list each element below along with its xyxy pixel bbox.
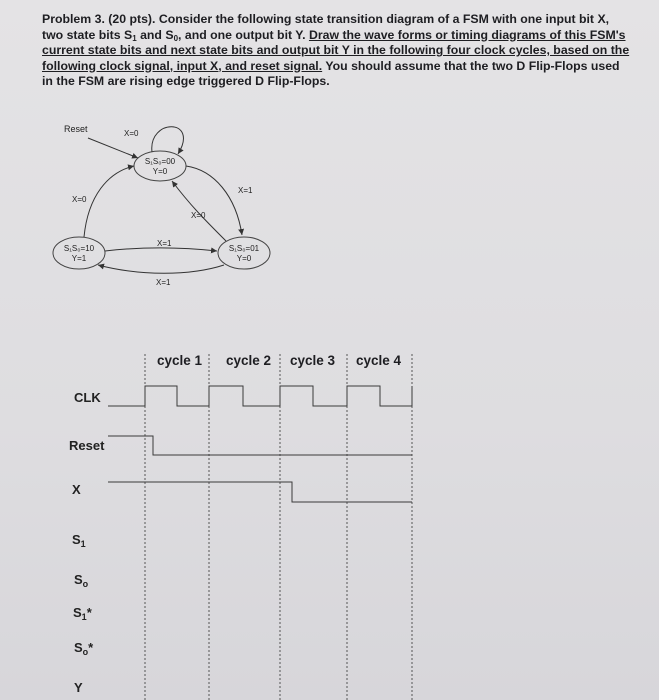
- right-arc-label: X=1: [238, 186, 253, 195]
- clk-label: CLK: [74, 390, 101, 405]
- cycle-1-label: cycle 1: [157, 353, 203, 368]
- cycle-3-label: cycle 3: [290, 353, 336, 368]
- state-reset-label: Reset: [64, 124, 88, 134]
- x-waveform: [108, 482, 412, 502]
- state-10-output: Y=1: [71, 254, 87, 263]
- state-00-circle: [134, 151, 186, 181]
- s1-next-label: $S_1*$: [73, 605, 92, 622]
- state-00-name: S₁S₀=00: [144, 157, 176, 166]
- problem-text-4: You should assume that the two D Flip-Flops used in the FSM are rising edge triggered D Flip-Flops.: [42, 58, 620, 88]
- reset-waveform: [108, 436, 412, 455]
- y-label: Y: [74, 680, 83, 695]
- top-between-label: X=1: [157, 239, 172, 248]
- state-01-name: S₁S₀=01: [228, 244, 260, 253]
- problem-text-1: Consider the following state transition diagram of a FSM with one input bit X, two state bits S: [42, 12, 610, 42]
- reset-arrow: [88, 138, 138, 158]
- left-arc-arrow: [84, 166, 134, 237]
- state-00-output: Y=0: [152, 167, 168, 176]
- self-loop-label: X=0: [124, 129, 139, 138]
- s0-next-label: $S_o*$: [74, 640, 94, 657]
- cycle-2-label: cycle 2: [226, 353, 272, 368]
- left-arc-label: X=0: [72, 195, 87, 204]
- right-arc-arrow: [186, 166, 242, 235]
- x-label: X: [72, 482, 81, 497]
- bottom-between-label: X=1: [156, 278, 171, 287]
- state-10-name: S₁S₀=10: [63, 244, 95, 253]
- self-loop-arrow: [152, 127, 184, 154]
- reset-label: Reset: [69, 438, 105, 453]
- problem-heading: Problem 3. (20 pts).: [42, 12, 156, 26]
- bottom-between-arrow: [98, 265, 224, 273]
- s1-subscript: 1: [132, 33, 137, 43]
- problem-text-3: , and one output bit Y.: [178, 27, 309, 42]
- clk-waveform: [108, 386, 412, 406]
- s1-label: $S_1$: [72, 532, 86, 549]
- state-10-circle: [53, 237, 105, 269]
- inner-arc-label: X=0: [191, 211, 206, 220]
- s0-label: $S_o$: [74, 572, 89, 589]
- problem-text-2: and S: [136, 27, 174, 42]
- top-between-arrow: [105, 248, 217, 251]
- s0-subscript: 0: [173, 33, 179, 43]
- state-diagram: [53, 127, 270, 287]
- state-01-output: Y=0: [236, 254, 252, 263]
- cycle-4-label: cycle 4: [356, 353, 402, 368]
- state-01-circle: [218, 237, 270, 269]
- problem-instructions-underlined: Draw the wave forms or timing diagrams of this FSM's current state bits and next state bits and output bit Y in the following four clock cycles, based on the following clock signal, input X, and reset signal.: [42, 27, 630, 73]
